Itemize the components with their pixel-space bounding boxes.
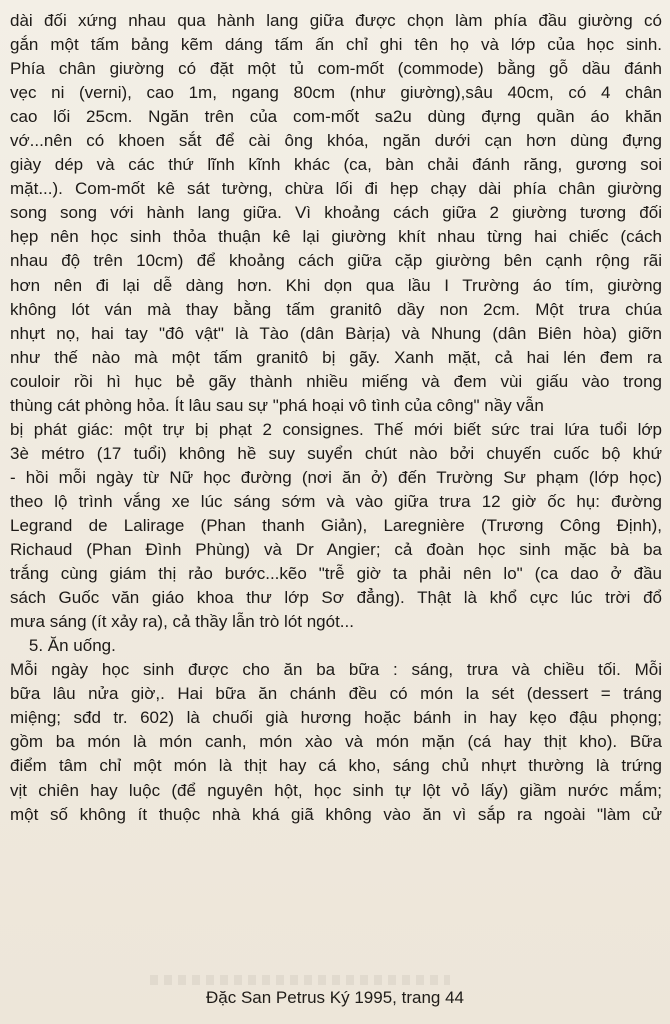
text-line: mặt...). Com-mốt kê sát tường, chừa lối đi hẹp chạy dài phía chân giường	[10, 179, 662, 199]
text-line: một số không ít thuộc nhà khá giã không vào ăn vì sắp ra ngoài "làm cử	[10, 804, 662, 824]
text-line: gồm ba món là món canh, món xào và món mặn (cá hay thịt kho). Bữa	[10, 732, 662, 752]
text-line: giày dép và các thứ lĩnh kĩnh khác (ca, bàn chải đánh răng, gương soi	[10, 155, 662, 175]
body-text	[10, 9, 662, 827]
text-line: Phía chân giường có đặt một tủ com-mốt (commode) bằng gỗ dầu đánh	[10, 59, 662, 79]
text-line: mưa sáng (ít xảy ra), cả thầy lẫn trò lót ngót...	[10, 612, 354, 632]
text-line: nhựt nọ, hai tay "đô vật" là Tào (dân Bàrịa) và Nhung (dân Biên hòa) giỡn	[10, 323, 662, 343]
text-line: thùng cát phòng hỏa. Ít lâu sau sự "phá hoại vô tình của công" nầy vẫn	[10, 395, 544, 415]
text-line: vẹc ni (verni), cao 1m, ngang 80cm (như giường),sâu 40cm, có 4 chân	[10, 83, 662, 103]
text-line: song song với hành lang giữa. Vì khoảng cách giữa 2 giường tương đối	[10, 203, 662, 223]
text-line: sách Guốc văn giáo khoa thư lớp Sơ đẳng). Thật là khổ cực lúc trời đổ	[10, 588, 662, 608]
text-line: cao lối 25cm. Ngăn trên của com-mốt sa2u dùng đựng quần áo khăn	[10, 107, 662, 127]
text-line: gắn một tấm bảng kẽm dáng tấm ấn chỉ ghi tên họ và lớp của học sinh.	[10, 35, 662, 55]
text-line: Richaud (Phan Đình Phùng) và Dr Angier; cả đoàn học sinh mặc bà ba	[10, 540, 662, 560]
text-line: bữa lâu nửa giờ,. Hai bữa ăn chánh đều có món la sét (dessert = tráng	[10, 684, 662, 704]
text-line: không lót ván mà thay bằng tấm granitô dầy non 2cm. Một trưa chúa	[10, 299, 662, 319]
text-line: 3è métro (17 tuổi) không hề suy suyển chút nào bởi chuyến cuốc bộ khứ	[10, 443, 662, 463]
text-line: vịt chiên hay luộc (để nguyên hột, học sinh tự lột vỏ lấy) giầm nước mắm;	[10, 780, 662, 800]
text-line: - hồi mỗi ngày từ Nữ học đường (nơi ăn ở) đến Trường Sư phạm (lớp học)	[10, 467, 662, 487]
text-line: Mỗi ngày học sinh được cho ăn ba bữa : sáng, trưa và chiều tối. Mỗi	[10, 660, 662, 680]
text-line: bị phát giác: một trự bị phạt 2 consignes. Thế mới biết sức trai lứa tuổi lớp	[10, 419, 662, 439]
text-line: miệng; sđd tr. 602) là chuối già hương hoặc bánh in hay kẹo đậu phọng;	[10, 708, 662, 728]
text-line: dài đối xứng nhau qua hành lang giữa được chọn làm phía đầu giường có	[10, 11, 662, 30]
text-line: hơn nên đi lại dễ dàng hơn. Khi dọn qua lầu I Trường áo tím, giường	[10, 275, 662, 295]
text-line: Legrand de Lalirage (Phan thanh Giản), Laregnière (Trương Công Định),	[10, 515, 662, 535]
text-line: vớ...nên có khoen sắt để cài ông khóa, ngăn dưới cạn hơn dùng đựng	[10, 131, 662, 151]
text-line: hẹp nên học sinh thỏa thuận kê lại giường khít nhau từng hai chiếc (cách	[10, 227, 662, 247]
page-footer: Đặc San Petrus Ký 1995, trang 44	[206, 988, 464, 1007]
text-line: như thế nào mà một tấm granitô bị gãy. Xanh mặt, cả hai lén đem ra	[10, 347, 662, 367]
text-line: nhau độ trên 10cm) để khoảng cách giữa cặp giường bên cạnh rộng rãi	[10, 251, 662, 271]
text-line: trắng cùng giám thị rảo bước...kẽo "trễ giờ ta phải nên lo" (ca dao ở đầu	[10, 564, 662, 584]
text-line: theo lộ trình vắng xe lúc sáng sớm và vào giữa trưa 12 giờ ốc hụ: đường	[10, 491, 662, 511]
section-heading: 5. Ăn uống.	[10, 636, 116, 656]
text-line: điểm tâm chỉ một món là thịt hay cá kho, sáng chủ nhựt thường là trứng	[10, 756, 662, 776]
bleed-through-mark	[150, 975, 450, 985]
text-line: couloir rồi hì hục bẻ gãy thành nhiều miếng và đem vùi giấu vào trong	[10, 371, 662, 391]
